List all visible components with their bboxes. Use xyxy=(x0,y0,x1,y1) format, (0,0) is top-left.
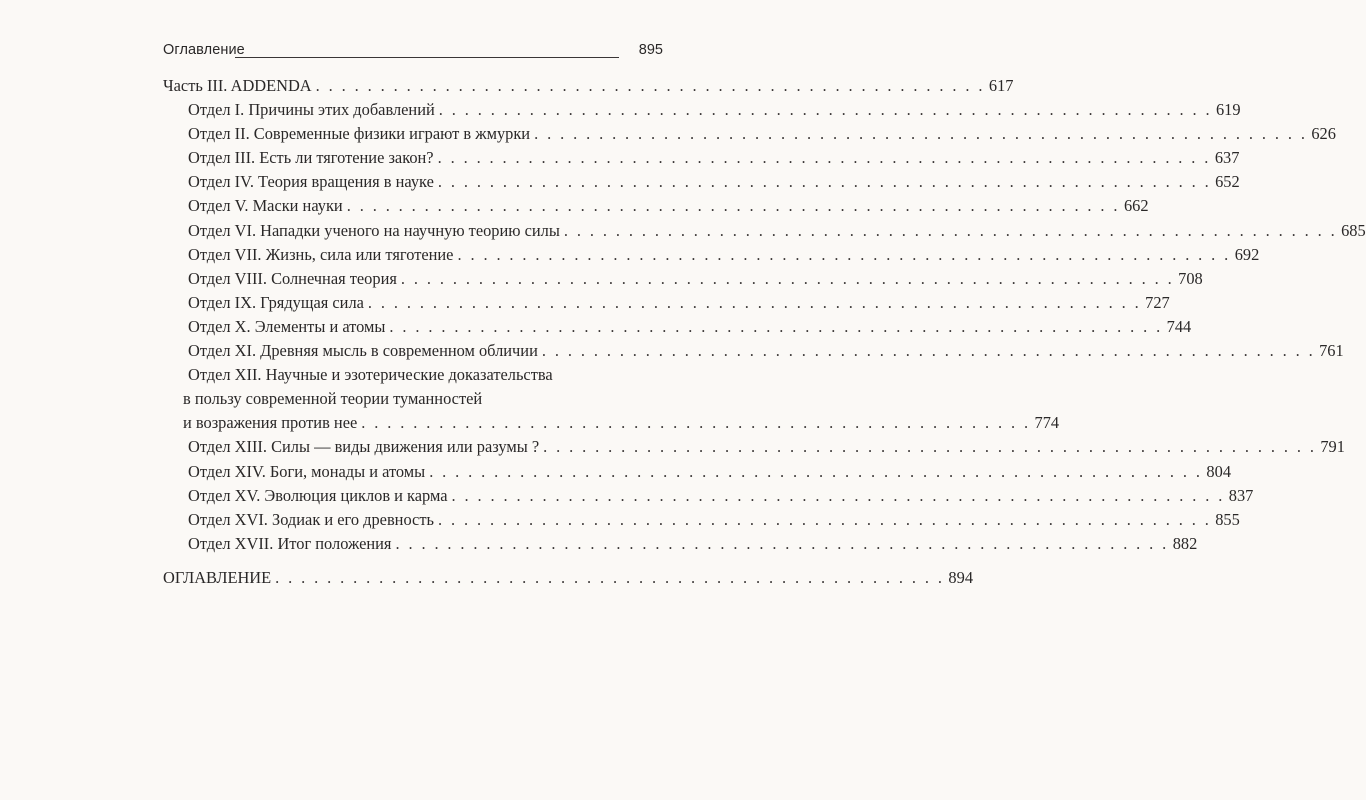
dot-leader: . . . . . . . . . . . . . . . . . . . . . . . . . . . . . . . . . . . . . . . . . . . . . . . . . . . . . . . . . . . . xyxy=(457,244,1231,264)
toc-entry-page: 744 xyxy=(1166,316,1192,336)
toc-entry-label-continued: и возражения против нее xyxy=(183,413,358,433)
toc-entry-label: Отдел VI. Нападки ученого на научную теорию силы xyxy=(188,220,560,240)
toc-entry-page: 727 xyxy=(1145,292,1170,312)
toc-entry-label: Отдел I. Причины этих добавлений xyxy=(188,100,435,120)
toc-entry[interactable] xyxy=(163,98,1241,122)
dot-leader: . . . . . . . . . . . . . . . . . . . . . . . . . . . . . . . . . . . . . . . . . . . . . . . . . . . . xyxy=(275,567,945,587)
dot-leader: . . . . . . . . . . . . . . . . . . . . . . . . . . . . . . . . . . . . . . . . . . . . . . . . . . . . . . . . . . . . xyxy=(541,341,1316,361)
dot-leader: . . . . . . . . . . . . . . . . . . . . . . . . . . . . . . . . . . . . . . . . . . . . . . . . . . . . . . . . . . . . xyxy=(367,292,1142,312)
toc-entry-page: 894 xyxy=(948,567,974,587)
toc-entry-page: 692 xyxy=(1234,244,1260,264)
toc-entry-page: 685 xyxy=(1341,220,1366,240)
toc-entry[interactable] xyxy=(163,532,1198,556)
dot-leader: . . . . . . . . . . . . . . . . . . . . . . . . . . . . . . . . . . . . . . . . . . . . . . . . . . . . . . . . . . . . xyxy=(534,124,1308,144)
toc-entry-label-continued: в пользу современной теории туманностей xyxy=(183,389,483,409)
running-head-page-number: 895 xyxy=(638,42,663,58)
toc-entry-label: Отдел XVI. Зодиак и его древность xyxy=(188,509,434,529)
toc-entry-label: Отдел III. Есть ли тяготение закон? xyxy=(188,148,434,168)
toc-entry-label: Отдел II. Современные физики играют в жмурки xyxy=(188,124,531,144)
dot-leader: . . . . . . . . . . . . . . . . . . . . . . . . . . . . . . . . . . . . . . . . . . . . . . . . . . . . . . . . . . . . xyxy=(389,316,1163,336)
toc-entry[interactable] xyxy=(163,460,1232,484)
dot-leader: . . . . . . . . . . . . . . . . . . . . . . . . . . . . . . . . . . . . . . . . . . . . . . . . . . . . . . . . . . . . xyxy=(437,172,1212,192)
dot-leader: . . . . . . . . . . . . . . . . . . . . . . . . . . . . . . . . . . . . . . . . . . . . . . . . . . . . . . . . . . . . xyxy=(438,100,1212,120)
toc-entry-page: 637 xyxy=(1214,148,1240,168)
toc-entry-page: 774 xyxy=(1034,413,1060,433)
toc-entry-page: 882 xyxy=(1172,533,1198,553)
toc-entry-page: 804 xyxy=(1206,461,1232,481)
toc-entry-label: Отдел XVII. Итог положения xyxy=(188,533,392,553)
dot-leader: . . . . . . . . . . . . . . . . . . . . . . . . . . . . . . . . . . . . . . . . . . . . . . . . . . . . . . . . . . . . xyxy=(437,148,1211,168)
toc-entry[interactable] xyxy=(163,243,1260,267)
toc-entry-label: Отдел XII. Научные и эзотерические доказательства xyxy=(188,365,553,385)
toc-entry-label: Отдел VII. Жизнь, сила или тяготение xyxy=(188,244,454,264)
toc-entry-label: ОГЛАВЛЕНИЕ xyxy=(163,567,272,587)
toc-entry-label: Отдел IX. Грядущая сила xyxy=(188,292,364,312)
dot-leader: . . . . . . . . . . . . . . . . . . . . . . . . . . . . . . . . . . . . . . . . . . . . . . . . . . . . . . . . . . . . xyxy=(429,461,1203,481)
toc-entry[interactable] xyxy=(163,219,1366,243)
toc-entry-label: Отдел V. Маски науки xyxy=(188,196,343,216)
toc-entry-label: Отдел X. Элементы и атомы xyxy=(188,316,386,336)
toc-entry-page: 626 xyxy=(1311,124,1336,144)
toc-entry-label: Отдел XI. Древняя мысль в современном обличии xyxy=(188,341,538,361)
toc-entry-label: Отдел IV. Теория вращения в науке xyxy=(188,172,434,192)
toc-entry-page: 791 xyxy=(1320,437,1345,457)
toc-entry[interactable] xyxy=(163,363,1060,435)
toc-part-entry[interactable] xyxy=(163,74,1014,98)
dot-leader: . . . . . . . . . . . . . . . . . . . . . . . . . . . . . . . . . . . . . . . . . . . . . . . . . . . . xyxy=(361,413,1031,433)
toc-contents-entry[interactable] xyxy=(163,566,974,590)
toc-entry-page: 652 xyxy=(1215,172,1240,192)
dot-leader: . . . . . . . . . . . . . . . . . . . . . . . . . . . . . . . . . . . . . . . . . . . . . . . . . . . . . . . . . . . . xyxy=(563,220,1338,240)
dot-leader: . . . . . . . . . . . . . . . . . . . . . . . . . . . . . . . . . . . . . . . . . . . . . . . . . . . . . . . . . . . . xyxy=(543,437,1317,457)
toc-entry-label: Отдел XIV. Боги, монады и атомы xyxy=(188,461,426,481)
dot-leader: . . . . . . . . . . . . . . . . . . . . . . . . . . . . . . . . . . . . . . . . . . . . . . . . . . . . . . . . . . . . xyxy=(451,485,1225,505)
toc-entry[interactable] xyxy=(163,267,1203,291)
dot-leader: . . . . . . . . . . . . . . . . . . . . . . . . . . . . . . . . . . . . . . . . . . . . . . . . . . . . . . . . . . . . xyxy=(437,509,1212,529)
dot-leader: . . . . . . . . . . . . . . . . . . . . . . . . . . . . . . . . . . . . . . . . . . . . . . . . . . . . . . . . . . . . xyxy=(400,268,1175,288)
toc-entry-page: 837 xyxy=(1228,485,1254,505)
toc-entry-label: Отдел XV. Эволюция циклов и карма xyxy=(188,485,448,505)
dot-leader: . . . . . . . . . . . . . . . . . . . . . . . . . . . . . . . . . . . . . . . . . . . . . . . . . . . . xyxy=(315,76,985,95)
table-of-contents xyxy=(163,74,1366,590)
toc-entry-page: 619 xyxy=(1215,100,1241,120)
toc-entry[interactable] xyxy=(163,291,1170,315)
toc-entry[interactable] xyxy=(163,170,1240,194)
toc-entry[interactable] xyxy=(163,315,1192,339)
toc-entry[interactable] xyxy=(163,146,1240,170)
toc-entry-page: 617 xyxy=(988,76,1014,95)
toc-entry-label: Отдел VIII. Солнечная теория xyxy=(188,268,397,288)
running-head xyxy=(163,42,663,64)
toc-entry[interactable] xyxy=(163,484,1254,508)
toc-entry[interactable] xyxy=(163,339,1344,363)
running-head-title: Оглавление xyxy=(163,42,245,58)
toc-entry-page: 708 xyxy=(1178,268,1203,288)
toc-entry[interactable] xyxy=(163,435,1345,459)
toc-entry-label: Отдел XIII. Силы — виды движения или разумы ? xyxy=(188,437,540,457)
toc-entry-label: Часть III. ADDENDA xyxy=(163,76,312,95)
dot-leader: . . . . . . . . . . . . . . . . . . . . . . . . . . . . . . . . . . . . . . . . . . . . . . . . . . . . . . . . . . . . xyxy=(346,196,1120,216)
toc-entry-page: 855 xyxy=(1215,509,1240,529)
toc-entry[interactable] xyxy=(163,122,1336,146)
toc-entry-page: 662 xyxy=(1123,196,1149,216)
running-head-rule xyxy=(235,57,619,58)
toc-entry[interactable] xyxy=(163,508,1240,532)
toc-entry-page: 761 xyxy=(1319,341,1344,361)
dot-leader: . . . . . . . . . . . . . . . . . . . . . . . . . . . . . . . . . . . . . . . . . . . . . . . . . . . . . . . . . . . . xyxy=(395,533,1169,553)
toc-entry[interactable] xyxy=(163,194,1149,218)
